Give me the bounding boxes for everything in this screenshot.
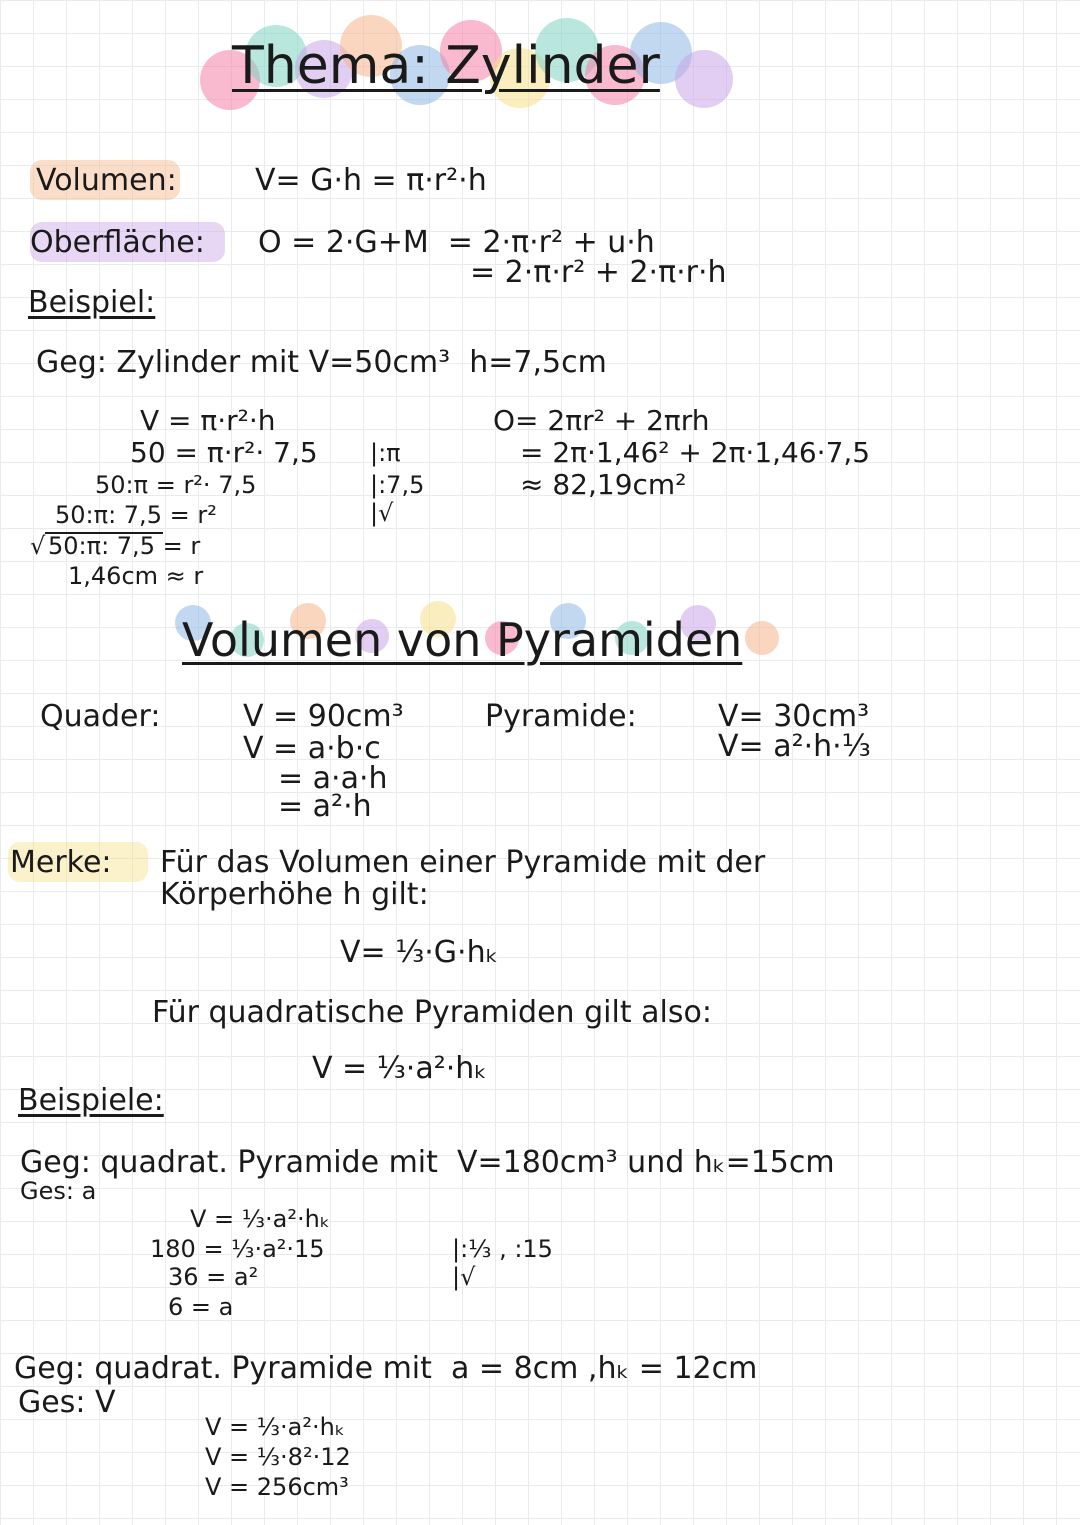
example1-line: V = ⅓·a²·hₖ bbox=[190, 1205, 331, 1233]
example1-line: 180 = ⅓·a²·15 bbox=[150, 1235, 325, 1263]
surface-line: = 2π·1,46² + 2π·1,46·7,5 bbox=[520, 436, 871, 469]
merke-text: Körperhöhe h gilt: bbox=[160, 877, 429, 912]
calc-line: 50:π = r²· 7,5 bbox=[95, 471, 257, 499]
calc-line: 50 = π·r²· 7,5 bbox=[130, 436, 318, 469]
merke-text: Für das Volumen einer Pyramide mit der bbox=[160, 845, 766, 880]
oberflaeche-label: Oberfläche: bbox=[30, 225, 205, 260]
calc-op: |:7,5 bbox=[370, 471, 425, 499]
pyramide-label: Pyramide: bbox=[485, 699, 637, 734]
quader-label: Quader: bbox=[40, 699, 161, 734]
quader-line: V = a·b·c bbox=[243, 731, 381, 766]
beispiele-label: Beispiele: bbox=[18, 1083, 164, 1118]
quader-line: = a²·h bbox=[278, 789, 372, 824]
volumen-formula: V= G·h = π·r²·h bbox=[255, 163, 487, 198]
calc-line: 50:π: 7,5 = r bbox=[48, 532, 201, 560]
example1-op: |:⅓ , :15 bbox=[452, 1235, 553, 1263]
oberflaeche-formula-1: O = 2·G+M = 2·π·r² + u·h bbox=[258, 225, 655, 260]
example2-line: V = ⅓·a²·hₖ bbox=[205, 1413, 346, 1441]
example2-line: V = ⅓·8²·12 bbox=[205, 1443, 351, 1471]
example2-given: Geg: quadrat. Pyramide mit a = 8cm ,hₖ = 12cm bbox=[14, 1351, 758, 1386]
volumen-label: Volumen: bbox=[36, 163, 177, 198]
quader-line: = a·a·h bbox=[278, 761, 388, 796]
example1-line: 6 = a bbox=[168, 1293, 234, 1321]
example1-sought: Ges: a bbox=[20, 1177, 97, 1205]
given-zylinder: Geg: Zylinder mit V=50cm³ h=7,5cm bbox=[36, 345, 607, 380]
oberflaeche-formula-2: = 2·π·r² + 2·π·r·h bbox=[470, 255, 727, 290]
example2-line: V = 256cm³ bbox=[205, 1473, 349, 1501]
quadrat-text: Für quadratische Pyramiden gilt also: bbox=[152, 995, 712, 1030]
example1-given: Geg: quadrat. Pyramide mit V=180cm³ und hₖ=15cm bbox=[20, 1145, 835, 1180]
section-title-pyramiden: Volumen von Pyramiden bbox=[182, 613, 743, 667]
page-title: Thema: Zylinder bbox=[232, 36, 660, 96]
quadrat-formula: V = ⅓·a²·hₖ bbox=[312, 1051, 488, 1086]
calc-line: 1,46cm ≈ r bbox=[68, 562, 204, 590]
beispiel-label: Beispiel: bbox=[28, 285, 156, 320]
calc-op: |√ bbox=[370, 499, 394, 527]
surface-line: O= 2πr² + 2πrh bbox=[493, 404, 710, 437]
calc-line: 50:π: 7,5 = r² bbox=[55, 501, 217, 529]
example1-op: |√ bbox=[452, 1263, 476, 1291]
pyramide-line: V= a²·h·⅓ bbox=[718, 729, 871, 764]
surface-line: ≈ 82,19cm² bbox=[520, 468, 687, 501]
example1-line: 36 = a² bbox=[168, 1263, 259, 1291]
merke-label: Merke: bbox=[10, 845, 112, 880]
calc-line: V = π·r²·h bbox=[140, 404, 276, 437]
pyramide-line: V= 30cm³ bbox=[718, 699, 870, 734]
quader-line: V = 90cm³ bbox=[243, 699, 404, 734]
calc-op: |:π bbox=[370, 439, 401, 467]
merke-formula: V= ⅓·G·hₖ bbox=[340, 935, 499, 970]
example2-sought: Ges: V bbox=[18, 1385, 116, 1420]
sqrt-sign: √ bbox=[30, 532, 46, 560]
